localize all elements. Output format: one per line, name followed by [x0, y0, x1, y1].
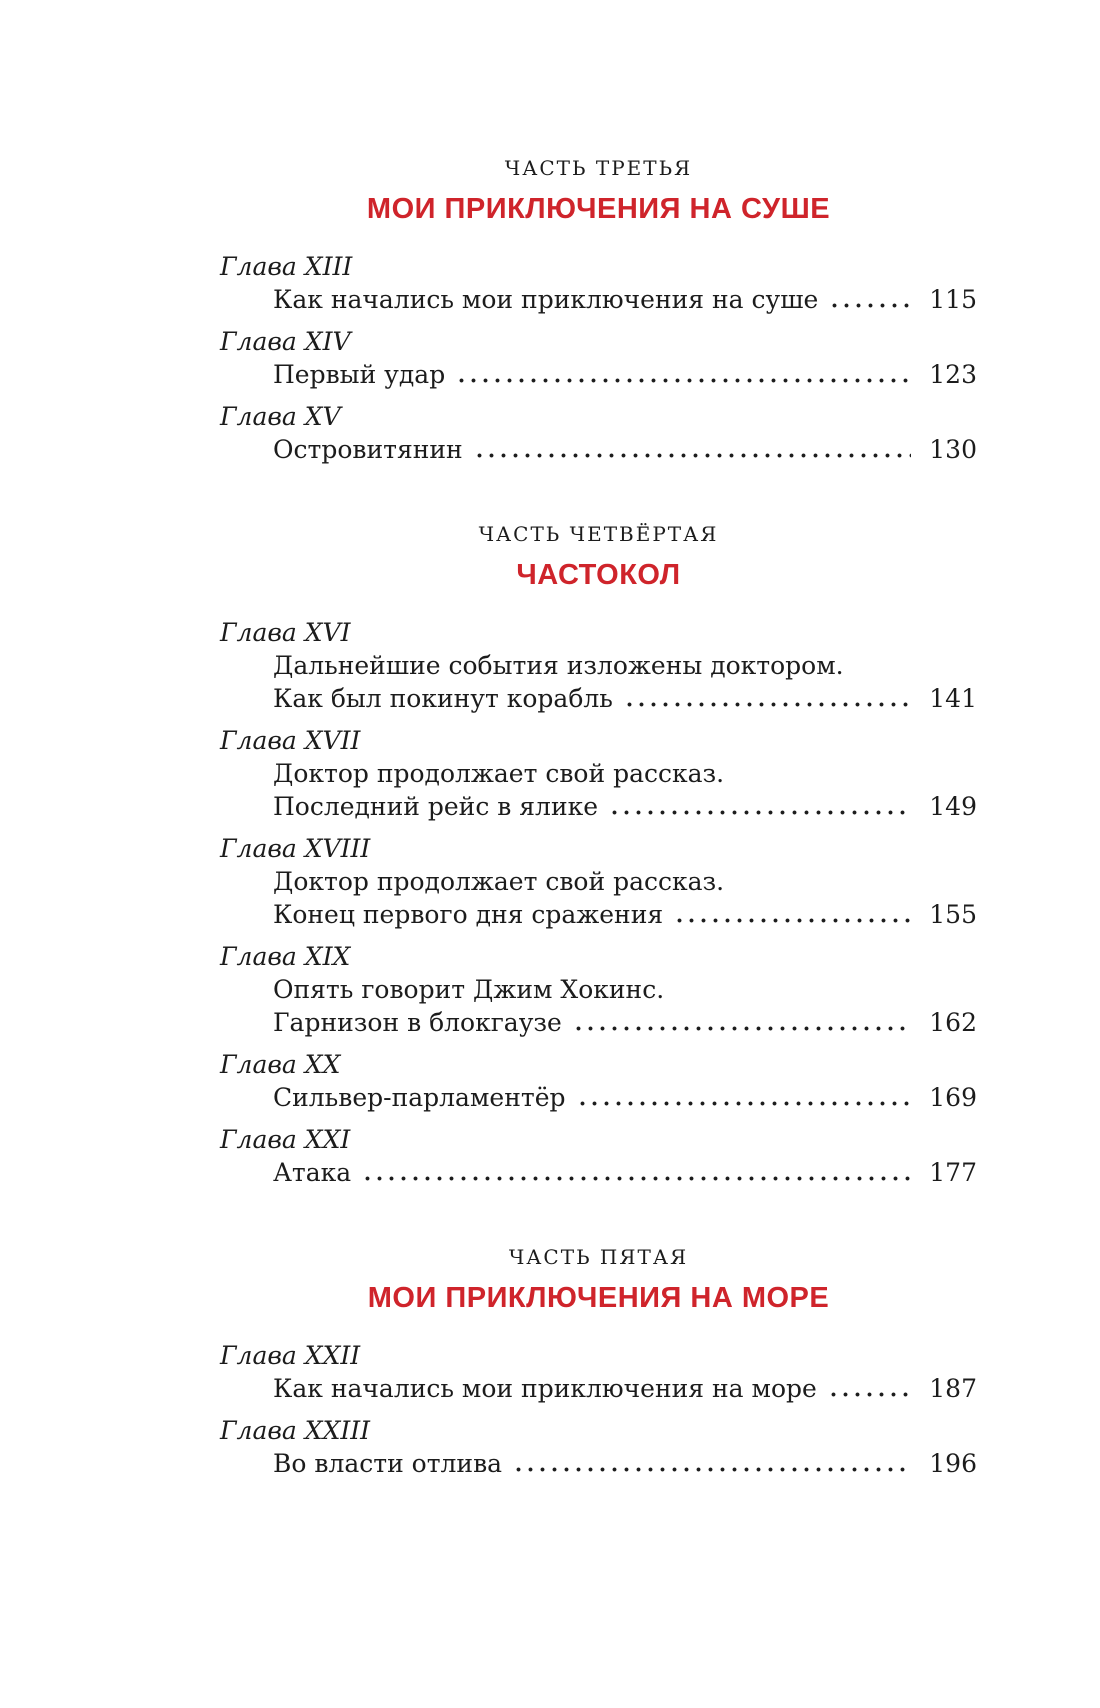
dot-leader	[580, 1101, 912, 1106]
page-number: 141	[929, 684, 977, 713]
toc-chapter-entry	[220, 1123, 977, 1189]
chapter-label: Глава XX	[220, 1050, 341, 1079]
chapter-title-line: Доктор продолжает свой рассказ.	[273, 867, 725, 896]
chapter-label: Глава XVII	[220, 726, 361, 755]
dot-leader	[677, 918, 911, 923]
chapter-label: Глава XIV	[220, 327, 351, 356]
toc-part-section	[220, 522, 977, 1189]
part-title: МОИ ПРИКЛЮЧЕНИЯ НА СУШЕ	[366, 193, 831, 225]
chapter-label: Глава XIX	[220, 942, 351, 971]
chapter-title-row	[220, 283, 977, 316]
part-title: ЧАСТОКОЛ	[516, 559, 681, 591]
dot-leader	[365, 1176, 911, 1181]
chapter-title-row	[220, 790, 977, 823]
chapter-label: Глава XXII	[220, 1341, 361, 1370]
chapter-list	[220, 1339, 977, 1480]
part-label: ЧАСТЬ ЧЕТВЁРТАЯ	[478, 522, 719, 546]
chapter-label: Глава XXIII	[220, 1416, 370, 1445]
page-number: 169	[929, 1083, 977, 1112]
page-number: 130	[929, 435, 977, 464]
dot-leader	[627, 702, 911, 707]
toc-chapter-entry	[220, 250, 977, 316]
part-title: МОИ ПРИКЛЮЧЕНИЯ НА МОРЕ	[367, 1282, 830, 1314]
chapter-title-text: Как был покинут корабль	[273, 684, 613, 713]
chapter-title-row	[220, 358, 977, 391]
dot-leader	[459, 378, 911, 383]
chapter-title-row	[220, 1372, 977, 1405]
chapter-title-text: Конец первого дня сражения	[273, 900, 664, 929]
chapter-title-text: Как начались мои приключения на море	[273, 1374, 817, 1403]
chapter-title-row	[220, 898, 977, 931]
chapter-title-line: Доктор продолжает свой рассказ.	[273, 759, 725, 788]
dot-leader	[832, 303, 911, 308]
dot-leader	[612, 810, 911, 815]
chapter-title-row	[220, 1447, 977, 1480]
page-number: 187	[929, 1374, 977, 1403]
chapter-label: Глава XXI	[220, 1125, 351, 1154]
chapter-title-row	[220, 433, 977, 466]
chapter-label: Глава XV	[220, 402, 341, 431]
dot-leader	[477, 453, 912, 458]
toc-chapter-entry	[220, 940, 977, 1039]
toc-sections	[220, 156, 977, 1480]
chapter-title-row	[220, 1156, 977, 1189]
page-number: 162	[929, 1008, 977, 1037]
page-number: 155	[929, 900, 977, 929]
chapter-title-text: Сильвер-парламентёр	[273, 1083, 566, 1112]
page-number: 149	[929, 792, 977, 821]
chapter-label: Глава XVI	[220, 618, 351, 647]
chapter-title-text: Как начались мои приключения на суше	[273, 285, 819, 314]
toc-chapter-entry	[220, 832, 977, 931]
toc-chapter-entry	[220, 1339, 977, 1405]
page-number: 115	[929, 285, 977, 314]
toc-chapter-entry	[220, 325, 977, 391]
part-label: ЧАСТЬ ПЯТАЯ	[508, 1245, 689, 1269]
chapter-list	[220, 616, 977, 1189]
chapter-title-text: Островитянин	[273, 435, 463, 464]
toc-part-section	[220, 1245, 977, 1480]
toc-chapter-entry	[220, 400, 977, 466]
toc-chapter-entry	[220, 1414, 977, 1480]
chapter-title-text: Первый удар	[273, 360, 446, 389]
chapter-title-text: Гарнизон в блокгаузе	[273, 1008, 562, 1037]
chapter-title-row	[220, 1081, 977, 1114]
page-number: 177	[929, 1158, 977, 1187]
dot-leader	[576, 1026, 911, 1031]
chapter-title-text: Атака	[273, 1158, 352, 1187]
chapter-label: Глава XVIII	[220, 834, 371, 863]
page-number: 196	[929, 1449, 977, 1478]
chapter-title-text: Последний рейс в ялике	[273, 792, 599, 821]
page-number: 123	[929, 360, 977, 389]
chapter-title-line: Дальнейшие события изложены доктором.	[273, 651, 844, 680]
toc-chapter-entry	[220, 724, 977, 823]
toc-chapter-entry	[220, 1048, 977, 1114]
toc-part-section	[220, 156, 977, 466]
dot-leader	[516, 1467, 911, 1472]
chapter-title-row	[220, 1006, 977, 1039]
dot-leader	[831, 1392, 911, 1397]
chapter-list	[220, 250, 977, 466]
chapter-title-line: Опять говорит Джим Хокинс.	[273, 975, 665, 1004]
part-label: ЧАСТЬ ТРЕТЬЯ	[504, 156, 693, 180]
chapter-label: Глава XIII	[220, 252, 353, 281]
toc-chapter-entry	[220, 616, 977, 715]
chapter-title-row	[220, 682, 977, 715]
chapter-title-text: Во власти отлива	[273, 1449, 503, 1478]
